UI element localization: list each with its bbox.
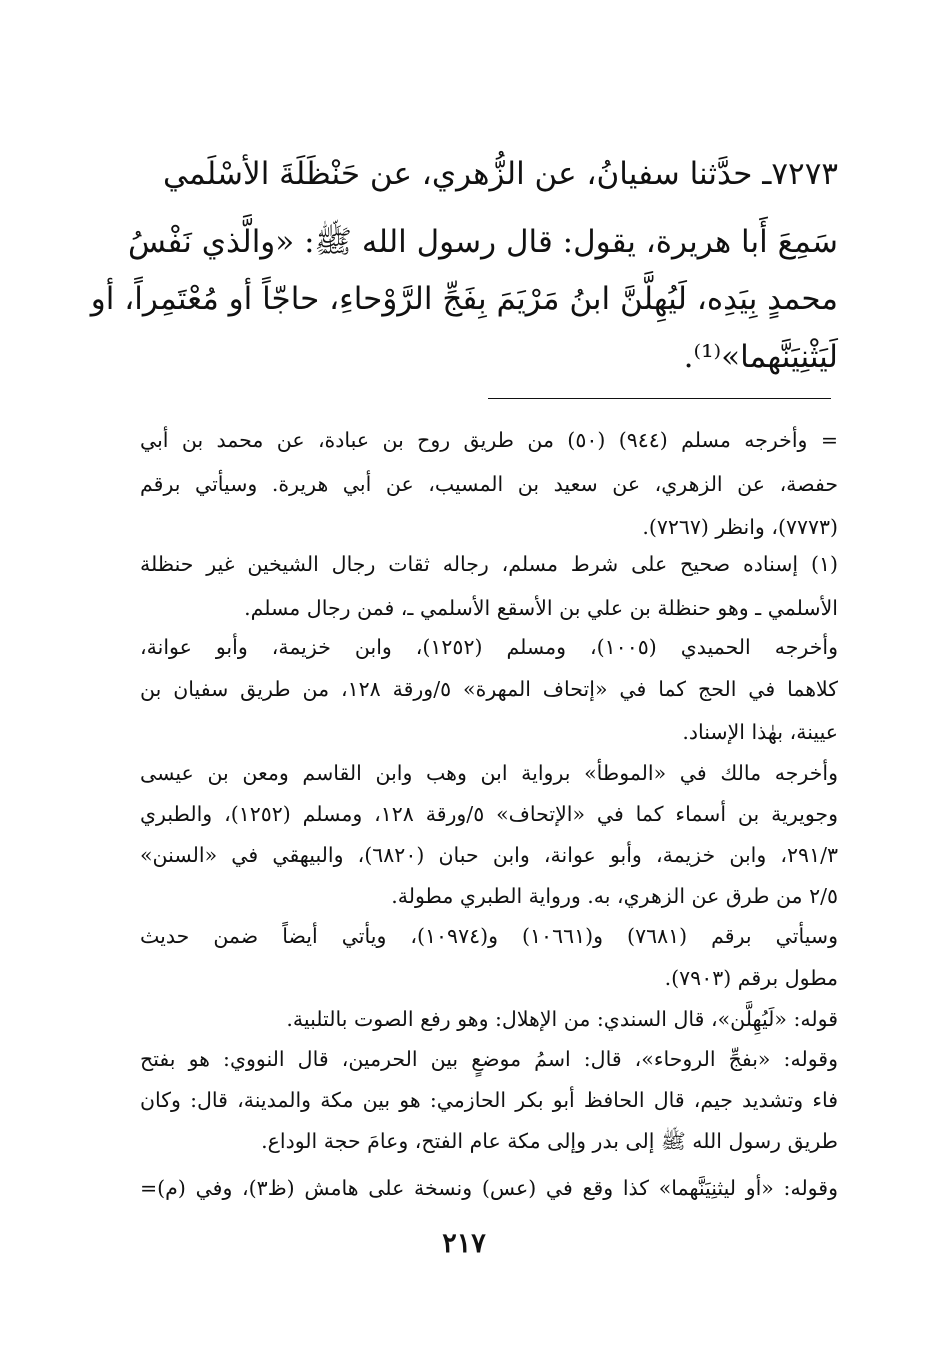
footnote-separator	[488, 398, 831, 399]
footnote-line: ٢/٥ من طرق عن الزهري، به. ورواية الطبري مطولة.	[391, 884, 838, 908]
footnote-line: وأخرجه الحميدي (١٠٠٥)، ومسلم (١٢٥٢)، وابن خزيمة، وأبو عوانة،	[140, 635, 838, 659]
footnote-line: ٢٩١/٣، وابن خزيمة، وأبو عوانة، وابن حبان (٦٨٢٠)، والبيهقي في «السنن»	[140, 843, 838, 867]
footnote-line: وسيأتي برقم (٧٦٨١) و(١٠٦٦١) و(١٠٩٧٤)، ويأتي أيضاً ضمن حديث	[140, 924, 838, 948]
footnote-line: وقوله: «بفجِّ الروحاء»، قال: اسمُ موضعٍ بين الحرمين، قال النووي: هو بفتح	[140, 1047, 838, 1071]
footnote-line: الأسلمي ـ وهو حنظلة بن علي بن الأسقع الأسلمي ـ، فمن رجال مسلم.	[244, 596, 838, 620]
footnote-line: وجويرية بن أسماء كما في «الإتحاف» ٥/ورقة ١٢٨، ومسلم (١٢٥٢)، والطبري	[140, 802, 839, 826]
footnote-line: = وأخرجه مسلم (٩٤٤) (٥٠) من طريق روح بن عبادة، عن محمد بن أبي	[140, 428, 838, 452]
hadith-text-line: لَيَثْنِيَنَّهما»⁽¹⁾.	[683, 339, 838, 375]
footnote-line: فاء وتشديد جيم، قال الحافظ أبو بكر الحازمي: هو بين مكة والمدينة، قال: وكان	[140, 1088, 838, 1112]
footnote-line: مطول برقم (٧٩٠٣).	[664, 966, 838, 990]
footnote-line: قوله: «لَيُهِلَّن»، قال السندي: من الإهلال: وهو رفع الصوت بالتلبية.	[286, 1007, 838, 1031]
footnote-line: وأخرجه مالك في «الموطأ» برواية ابن وهب وابن القاسم ومعن بن عيسى	[140, 761, 838, 785]
footnote-line: كلاهما في الحج كما في «إتحاف المهرة» ٥/ورقة ١٢٨، من طريق سفيان بن	[140, 677, 839, 701]
footnote-line: عيينة، بهٰذا الإسناد.	[682, 720, 838, 744]
page-number: ٢١٧	[442, 1228, 486, 1259]
footnote-line: حفصة، عن الزهري، عن سعيد بن المسيب، عن أبي هريرة. وسيأتي برقم	[140, 472, 838, 496]
footnote-line: وقوله: «أو ليثنِيَنَّهما» كذا وقع في (عس) ونسخة على هامش (ظ٣)، وفي (م)=	[140, 1176, 838, 1200]
footnote-line: طريق رسول الله ﷺ إلى بدر وإلى مكة عام الفتح، وعامَ حجة الوداع.	[261, 1129, 838, 1153]
hadith-text-line: سَمِعَ أَبا هريرة، يقول: قال رسول الله ﷺ: «والَّذي نَفْسُ	[128, 224, 838, 260]
hadith-text-line: محمدٍ بِيَدِه، لَيُهِلَّنَّ ابنُ مَرْيَمَ بِفَجِّ الرَّوْحاءِ، حاجّاً أو مُعْتَمِراً، أو	[90, 281, 838, 317]
footnote-line: (١) إسناده صحيح على شرط مسلم، رجاله ثقات رجال الشيخين غير حنظلة	[140, 552, 838, 576]
footnote-line: (٧٧٧٣)، وانظر (٧٢٦٧).	[642, 515, 838, 539]
hadith-heading-line: ٧٢٧٣ـ حدَّثنا سفيانُ، عن الزُّهري، عن حَنْظَلَةَ الأسْلَمي	[163, 156, 838, 192]
